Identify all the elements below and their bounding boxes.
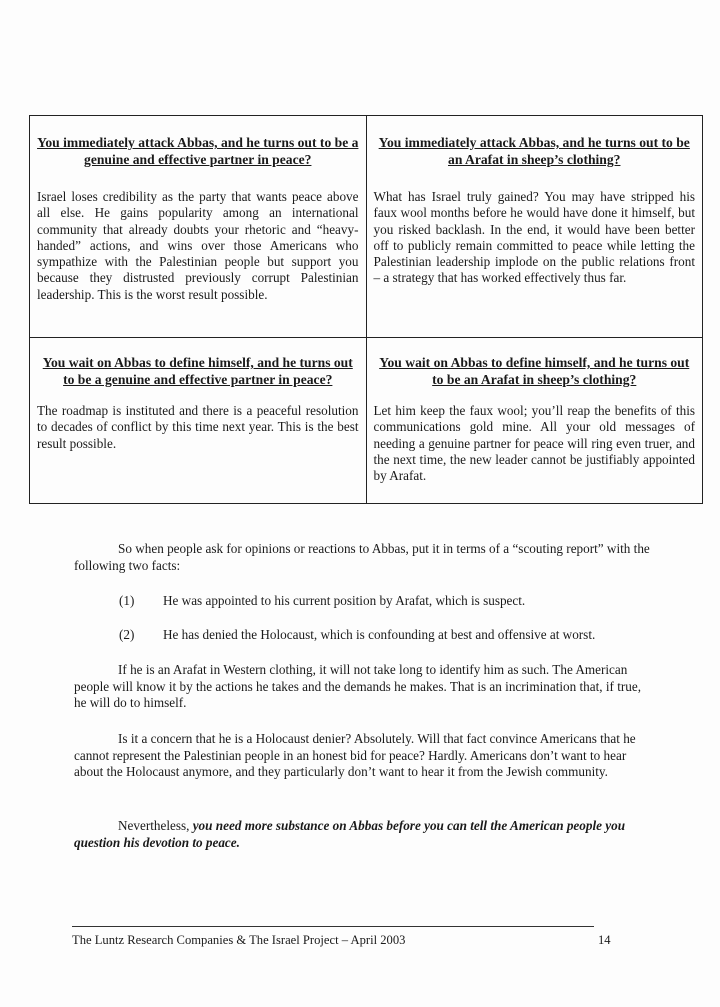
cell-body: Let him keep the faux wool; you’ll reap the benefits of this communications gold mine. All your old messages of needing a genuine partner for peace will ring even truer, and the next time, the new leader cannot be justifiably appointed by Arafat.	[373, 403, 695, 484]
paragraph-holocaust	[74, 731, 652, 781]
intro-paragraph	[74, 541, 652, 574]
matrix-cell-wait-arafat	[366, 338, 703, 504]
cell-body: What has Israel truly gained? You may have stripped his faux wool months before he would have done it himself, but you risked backlash. In the end, it would have been better off to publicly remain committed to peace while letting the Palestinian leadership implode on the public relations front – a strategy that has worked effectively thus far.	[373, 189, 695, 286]
matrix-row	[30, 116, 703, 338]
cell-heading: You wait on Abbas to define himself, and he turns out to be a genuine and effective partner in peace?	[42, 355, 353, 387]
paragraph-western-clothing	[74, 662, 652, 712]
fact-text: He has denied the Holocaust, which is confounding at best and offensive at worst.	[163, 627, 596, 642]
fact-item	[119, 593, 525, 609]
paragraph-text: If he is an Arafat in Western clothing, it will not take long to identify him as such. The American people will know it by the actions he takes and the demands he makes. That is an incrimination that, if true, he will do to himself.	[74, 662, 642, 710]
cell-body: The roadmap is instituted and there is a peaceful resolution to decades of conflict by this time next year. This is the best result possible.	[37, 403, 359, 451]
intro-text: So when people ask for opinions or reactions to Abbas, put it in terms of a “scouting report” with the following two facts:	[74, 541, 650, 573]
fact-number: (1)	[119, 593, 135, 608]
paragraph-text: Is it a concern that he is a Holocaust denier? Absolutely. Will that fact convince Americans that he cannot represent the Palestinian people in an honest bid for peace? Hardly. Americans don’t want to hear about the Holocaust anymore, and they particularly don’t want to hear it from the Jewish community.	[74, 731, 636, 779]
matrix-cell-attack-arafat	[366, 116, 703, 338]
paragraph-conclusion	[74, 818, 652, 851]
fact-item	[119, 627, 595, 643]
emphasis-text: you need more substance on Abbas before you can tell the American people you question his devotion to peace.	[74, 818, 626, 850]
fact-text: He was appointed to his current position by Arafat, which is suspect.	[163, 593, 526, 608]
paragraph-text	[74, 818, 652, 851]
lead-text: Nevertheless,	[118, 818, 193, 833]
fact-number: (2)	[119, 627, 135, 642]
matrix-cell-attack-genuine	[30, 116, 367, 338]
cell-heading: You immediately attack Abbas, and he turns out to be an Arafat in sheep’s clothing?	[378, 135, 690, 167]
scenario-matrix	[29, 115, 703, 504]
matrix-cell-wait-genuine	[30, 338, 367, 504]
footer-divider	[72, 926, 594, 927]
cell-heading: You immediately attack Abbas, and he turns out to be a genuine and effective partner in peace?	[37, 135, 359, 167]
page-number: 14	[598, 933, 611, 947]
matrix-row	[30, 338, 703, 504]
footer-source: The Luntz Research Companies & The Israel Project – April 2003	[72, 933, 406, 947]
cell-body: Israel loses credibility as the party that wants peace above all else. He gains popularity among an international community that already doubts your rhetoric and “heavy-handed” actions, and wins over those Americans who sympathize with the Palestinian people but support you because they distrusted previously corrupt Palestinian leadership. This is the worst result possible.	[37, 189, 359, 302]
cell-heading: You wait on Abbas to define himself, and he turns out to be an Arafat in sheep’s clothing?	[379, 355, 690, 387]
